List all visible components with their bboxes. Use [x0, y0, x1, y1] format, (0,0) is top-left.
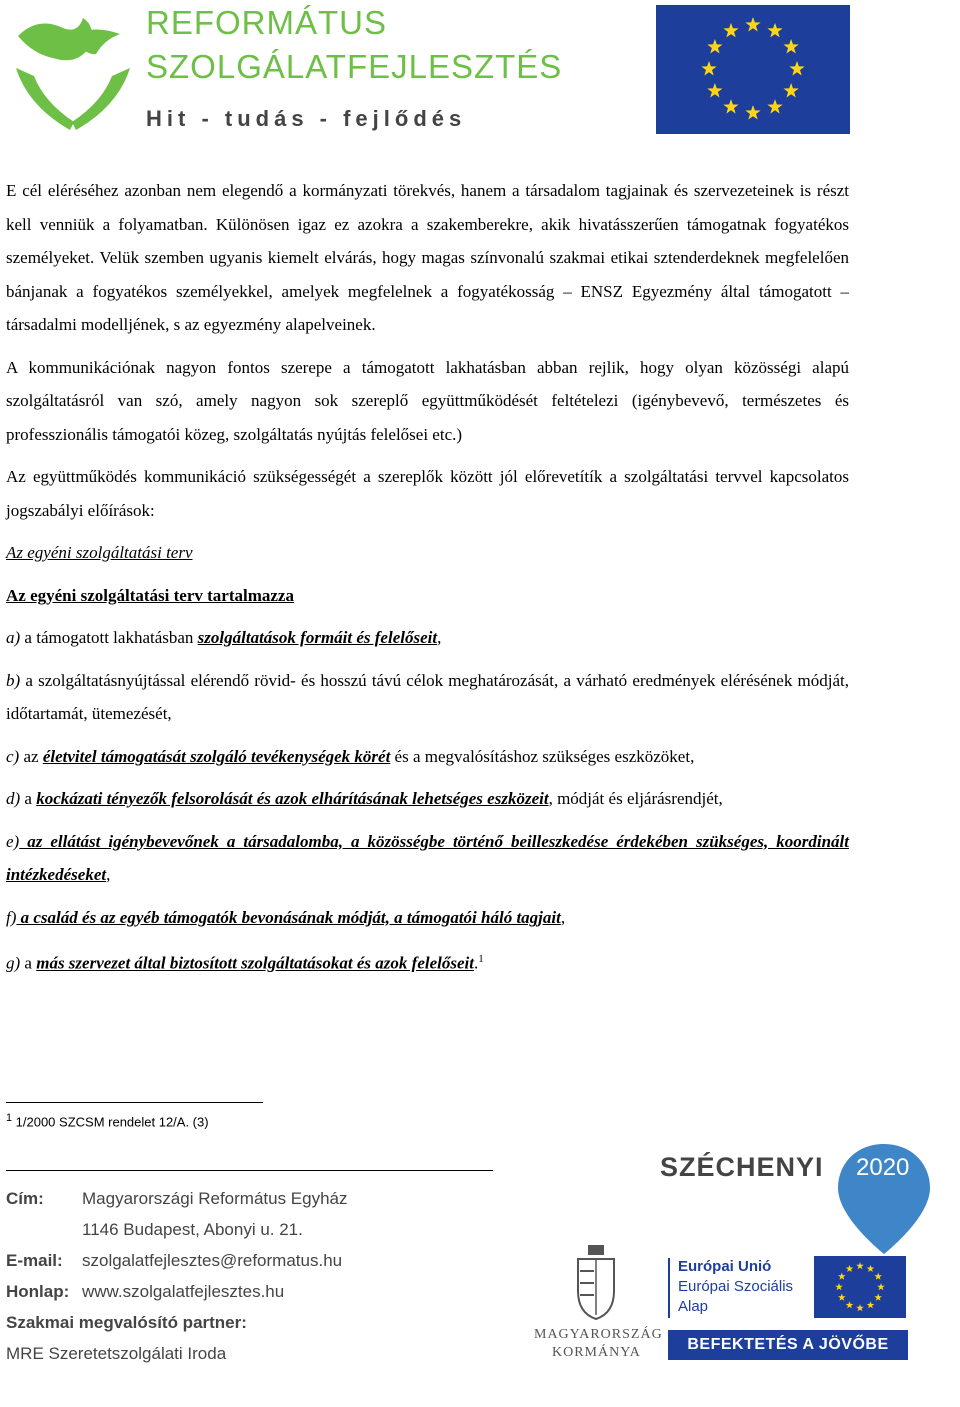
email-link[interactable]: szolgalatfejlesztes@reformatus.hu	[82, 1251, 343, 1270]
section-heading-bold: Az egyéni szolgáltatási terv tartalmazza	[6, 585, 294, 605]
eu-divider	[668, 1258, 670, 1318]
coat-of-arms-icon	[574, 1245, 618, 1321]
list-item-e: e) az ellátást igénybevevőnek a társadalomba, a közösségbe történő beilleszkedése érdekében szükséges, koordinált intézkedéseket,	[6, 831, 849, 884]
web-link[interactable]: www.szolgalatfejlesztes.hu	[82, 1282, 285, 1301]
eu-small-flag-icon	[814, 1256, 906, 1318]
document-body	[6, 174, 849, 980]
list-item-b: b) a szolgáltatásnyújtással elérendő rövid- és hosszú távú célok meghatározását, a várható eredmények elérésének módját, időtartamát, ütemezését,	[6, 670, 849, 723]
paragraph-2: A kommunikációnak nagyon fontos szerepe a támogatott lakhatásban abban rejlik, hogy olyan közösségi alapú szolgáltatásról van szó, amely nagyon sok szereplő együttműködését feltételezi (igénybevevő, természetes és professzionális támogatói közeg, szolgáltatás nyújtás felelősei etc.)	[6, 357, 849, 444]
eu-text-1: Európai Unió	[678, 1258, 772, 1275]
paragraph-1: E cél eléréséhez azonban nem elegendő a kormányzati törekvés, hanem a társadalom tagjainak és szervezeteinek is részt kell venniük a folyamatban. Különösen igaz ez azokra a szakemberekre, akik hivatásszerűen támogatnak fogyatékos személyeket. Velük szemben ugyanis kiemelt elvárás, hogy magas színvonalú szakmai etikai sztenderdeknek megfelelően bánjanak a fogyatékos személyekkel, amelyek megfelelnek a fogyatékosság – ENSZ Egyezmény által támogatott – társadalmi modelljének, s az egyezmény alapelveinek.	[6, 181, 849, 334]
partner-name: MRE Szeretetszolgálati Iroda	[6, 1344, 227, 1363]
address-line-1: Magyarországi Református Egyház	[82, 1189, 348, 1208]
web-label: Honlap:	[6, 1282, 70, 1301]
szechenyi-logo	[660, 1140, 950, 1240]
footnote-reference[interactable]: 1	[478, 953, 484, 965]
list-item-f: f) a család és az egyéb támogatók bevonásának módját, a támogatói háló tagjait,	[6, 907, 566, 927]
logo-tagline: Hit - tudás - fejlődés	[146, 106, 467, 131]
dove-hands-logo-icon	[8, 6, 138, 136]
section-heading-italic: Az egyéni szolgáltatási terv	[6, 543, 193, 562]
eu-text-2: Európai Szociális	[678, 1278, 794, 1295]
government-line-1: MAGYARORSZÁG	[534, 1327, 663, 1342]
szechenyi-year: 2020	[856, 1154, 910, 1181]
list-item-c: c) az életvitel támogatását szolgáló tevékenységek körét és a megvalósításhoz szükséges eszközöket,	[6, 746, 695, 766]
header	[0, 0, 960, 140]
logo-line-1: REFORMÁTUS	[146, 4, 387, 41]
eu-esf-logo	[668, 1256, 908, 1360]
footnote: $^1$ 1/2000 SZCSM rendelet 12/A. (3)	[6, 1112, 209, 1130]
government-logo	[530, 1245, 663, 1365]
email-label: E-mail:	[6, 1251, 63, 1270]
logo-line-2: SZOLGÁLATFEJLESZTÉS	[146, 48, 563, 85]
list-item-g: g) a más szervezet által biztosított szolgáltatásokat és azok felelőseit.$^1$	[6, 953, 484, 973]
footer-contact	[6, 1183, 486, 1369]
partner-label: Szakmai megvalósító partner:	[6, 1313, 247, 1332]
eu-flag-icon	[656, 5, 850, 134]
paragraph-3: Az együttműködés kommunikáció szükségességét a szereplők között jól előrevetítík a szolgáltatási tervvel kapcsolatos jogszabályi előírások:	[6, 467, 849, 520]
eu-banner: BEFEKTETÉS A JÖVŐBE	[668, 1330, 908, 1360]
footer-rule	[6, 1170, 493, 1171]
szechenyi-text: SZÉCHENYI	[660, 1152, 824, 1182]
list-item-d: d) a kockázati tényezők felsorolását és azok elhárításának lehetséges eszközeit, módját és eljárásrendjét,	[6, 789, 723, 808]
government-line-2: KORMÁNYA	[552, 1345, 641, 1360]
address-label: Cím:	[6, 1189, 44, 1208]
footnote-rule	[6, 1102, 263, 1103]
eu-text-3: Alap	[678, 1298, 709, 1315]
address-line-2: 1146 Budapest, Abonyi u. 21.	[82, 1220, 303, 1239]
list-item-a: a) a támogatott lakhatásban szolgáltatások formáit és felelőseit,	[6, 628, 442, 647]
